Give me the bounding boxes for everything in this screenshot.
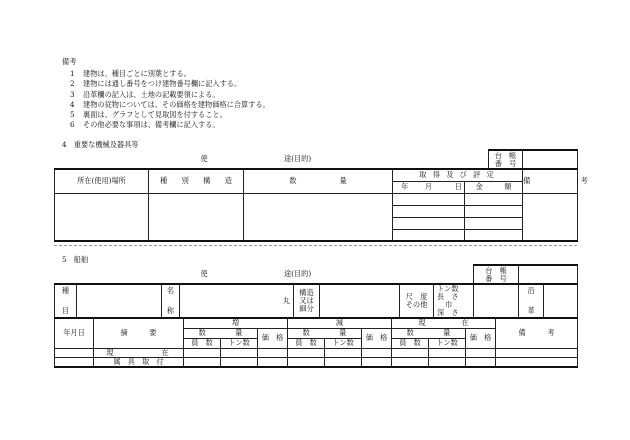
date-cell[interactable]: [393, 193, 465, 205]
cur-amount-header: 量: [429, 328, 466, 338]
summary-header: 摘 要: [94, 318, 184, 348]
inc-price-header: 価 格: [258, 328, 288, 348]
table-cell[interactable]: [392, 348, 429, 357]
use-label: 使: [200, 154, 208, 163]
ship-ledger-label: 台 帳 番 号: [474, 265, 519, 284]
section5-title: 5 船舶: [62, 255, 89, 264]
ship-purpose-label: 途(目的): [284, 269, 312, 278]
inc-members-header: 員 数: [184, 338, 221, 348]
note-item-4: 4 建物の従物については、その価格を建物価格に合算する。: [70, 99, 270, 109]
dimension-header: トン数 長 さ 巾 深 さ: [434, 284, 474, 318]
amount-cell[interactable]: [465, 193, 523, 205]
cur-count-header: 数: [392, 328, 429, 338]
row-current-label: 現 在: [94, 348, 184, 357]
notes-block: [62, 57, 270, 131]
date-cell[interactable]: [393, 229, 465, 241]
table-cell[interactable]: [258, 357, 288, 367]
cur-tonnage-header: トン数: [429, 338, 466, 348]
table-cell[interactable]: [288, 348, 325, 357]
year-header: 年: [393, 181, 417, 193]
ship-remarks-header: 備 考: [496, 318, 578, 348]
table-cell[interactable]: [184, 357, 221, 367]
amount-cell[interactable]: [465, 217, 523, 229]
dec-amount-header: 量: [325, 328, 362, 338]
structure-cell[interactable]: [320, 284, 400, 318]
quantity-header: 数 量: [244, 169, 393, 193]
note-item-6: 6 その他必要な事項は、備考欄に記入する。: [70, 120, 220, 130]
ship-change-table: [54, 317, 578, 368]
remarks-header: 備 考: [523, 169, 578, 193]
dec-tonnage-header: トン数: [325, 338, 362, 348]
table-cell[interactable]: [221, 348, 258, 357]
kind-header: 種 目: [55, 284, 77, 318]
acquisition-header: 取 得 及 び 評 定: [393, 169, 523, 181]
row-equipment-label: 属 具 取 付: [94, 357, 184, 367]
date-cell[interactable]: [393, 217, 465, 229]
size-header: 尺 度 その他: [400, 284, 434, 318]
machinery-table: [54, 149, 588, 242]
table-cell[interactable]: [221, 357, 258, 367]
note-item-2: 2 建物には通し番号をつけ建物番号欄に記入する。: [70, 79, 242, 89]
table-cell[interactable]: [288, 357, 325, 367]
cur-members-header: 員 数: [392, 338, 429, 348]
purpose-label: 途(目的): [284, 154, 312, 163]
inc-tonnage-header: トン数: [221, 338, 258, 348]
amount-cell[interactable]: [465, 229, 523, 241]
table-cell[interactable]: [429, 348, 466, 357]
date-header: 年月日: [55, 318, 94, 348]
amount-header: 金 額: [465, 181, 523, 193]
increase-header: 増: [184, 318, 288, 328]
current-header: 現 在: [392, 318, 496, 328]
structure-header: 構造 又は 細分: [294, 284, 320, 318]
name-header: 名 称: [162, 284, 180, 318]
table-cell[interactable]: [362, 357, 392, 367]
quantity-cell[interactable]: [244, 193, 393, 241]
history-cell[interactable]: [544, 284, 578, 318]
section4-title: 4 重要な機械及器具等: [62, 140, 139, 149]
inc-count-header: 数: [184, 328, 221, 338]
remarks-cell[interactable]: [523, 193, 578, 241]
table-cell[interactable]: [184, 348, 221, 357]
notes-heading: 備考: [62, 57, 77, 66]
maru-label: 丸: [282, 296, 290, 306]
table-cell[interactable]: [466, 348, 496, 357]
table-cell[interactable]: [496, 348, 578, 357]
inc-amount-header: 量: [221, 328, 258, 338]
history-header: 沿 革: [519, 284, 544, 318]
kind-cell[interactable]: [77, 284, 162, 318]
table-cell[interactable]: [496, 357, 578, 367]
ship-ledger-value[interactable]: [519, 265, 578, 284]
section-divider: [54, 245, 577, 246]
cur-price-header: 価 格: [466, 328, 496, 348]
dec-price-header: 価 格: [362, 328, 392, 348]
location-cell[interactable]: [55, 193, 149, 241]
table-cell[interactable]: [258, 348, 288, 357]
month-header: 月: [417, 181, 441, 193]
table-cell[interactable]: [325, 357, 362, 367]
table-cell[interactable]: [429, 357, 466, 367]
note-item-3: 3 沿革欄の記入は、土地の記載要領による。: [70, 89, 220, 99]
date-cell[interactable]: [393, 205, 465, 217]
note-item-1: 1 建物は、種目ごとに別葉とする。: [70, 69, 191, 78]
name-cell[interactable]: [180, 284, 294, 318]
dec-count-header: 数: [288, 328, 325, 338]
ship-header-table: [54, 264, 578, 319]
note-item-5: 5 裏面は、グラフとして見取図を付すること。: [70, 110, 227, 120]
table-cell[interactable]: [55, 348, 94, 357]
dec-members-header: 員 数: [288, 338, 325, 348]
type-cell[interactable]: [149, 193, 244, 241]
table-cell[interactable]: [325, 348, 362, 357]
day-header: 日: [441, 181, 465, 193]
ship-use-label: 使: [200, 269, 208, 278]
table-cell[interactable]: [392, 357, 429, 367]
ledger-value[interactable]: [523, 150, 578, 169]
decrease-header: 減: [288, 318, 392, 328]
ledger-label: 台 帳 番 号: [489, 150, 523, 169]
dimension-cell[interactable]: [474, 284, 519, 318]
table-cell[interactable]: [466, 357, 496, 367]
table-cell[interactable]: [55, 357, 94, 367]
location-header: 所在(使用)場所: [55, 169, 149, 193]
amount-cell[interactable]: [465, 205, 523, 217]
type-header: 種 別 構 造: [149, 169, 244, 193]
table-cell[interactable]: [362, 348, 392, 357]
